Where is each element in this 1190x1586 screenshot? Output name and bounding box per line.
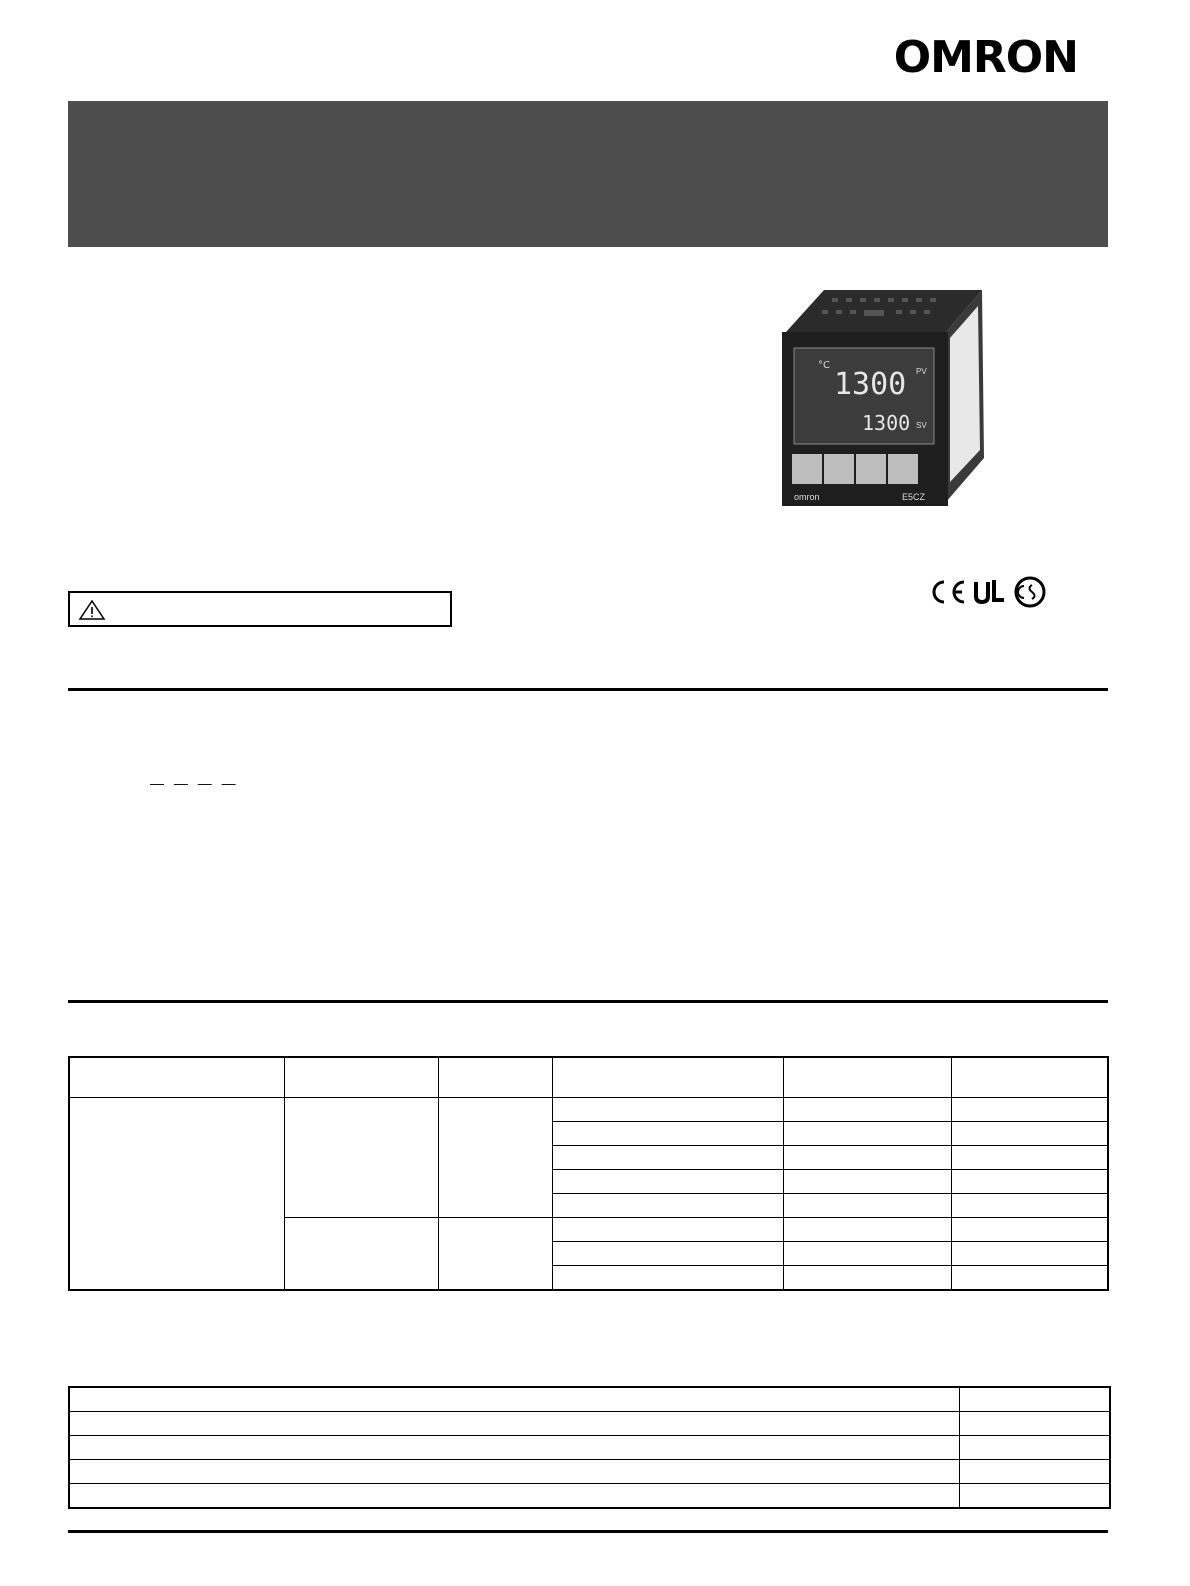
model-table — [68, 1056, 1109, 1291]
table-cell — [959, 1412, 1110, 1436]
table-cell — [959, 1436, 1110, 1460]
table-cell — [951, 1266, 1108, 1291]
sv-display: 1300 — [862, 411, 911, 435]
table-cell — [552, 1266, 784, 1291]
table-cell — [959, 1387, 1110, 1412]
table-cell — [69, 1098, 285, 1291]
table-cell — [69, 1484, 959, 1509]
certification-marks — [928, 574, 1058, 610]
table-header-cell — [951, 1057, 1108, 1098]
csa-mark-icon — [1016, 578, 1044, 606]
table-cell — [552, 1098, 784, 1122]
table-header-cell — [438, 1057, 552, 1098]
table-cell — [285, 1218, 439, 1291]
mode-key — [792, 454, 822, 484]
table-cell — [951, 1146, 1108, 1170]
table-cell — [784, 1266, 952, 1291]
unit-label: °C — [818, 360, 830, 371]
table-cell — [951, 1170, 1108, 1194]
table-cell — [784, 1146, 952, 1170]
section-rule-1 — [68, 688, 1108, 691]
table-cell — [784, 1122, 952, 1146]
table-header-cell — [552, 1057, 784, 1098]
table-cell — [552, 1146, 784, 1170]
table-cell — [784, 1098, 952, 1122]
table-header-cell — [784, 1057, 952, 1098]
table-cell — [784, 1194, 952, 1218]
section-rule-2 — [68, 1000, 1108, 1003]
table-cell — [69, 1460, 959, 1484]
table-cell — [951, 1098, 1108, 1122]
table-header-row — [69, 1057, 1108, 1098]
table-cell — [69, 1412, 959, 1436]
table-cell — [951, 1122, 1108, 1146]
pv-label: PV — [916, 367, 927, 376]
table-cell — [552, 1242, 784, 1266]
table-cell — [552, 1170, 784, 1194]
table-cell — [552, 1218, 784, 1242]
table-cell — [951, 1218, 1108, 1242]
table-cell — [69, 1387, 959, 1412]
table-cell — [959, 1484, 1110, 1509]
table-row — [69, 1460, 1110, 1484]
table-cell — [438, 1098, 552, 1218]
footer-rule — [68, 1530, 1108, 1533]
table-header-cell — [285, 1057, 439, 1098]
table-row — [69, 1412, 1110, 1436]
table-row — [69, 1484, 1110, 1509]
omron-logo: OMRON — [893, 32, 1078, 83]
sv-label: SV — [916, 421, 927, 430]
front-model: E5CZ — [902, 492, 926, 502]
table-cell — [552, 1194, 784, 1218]
table-row — [69, 1098, 1108, 1122]
warning-box — [68, 591, 452, 627]
title-banner — [68, 101, 1108, 247]
pv-display: 1300 — [834, 367, 907, 402]
table-row — [69, 1387, 1110, 1412]
table-cell — [784, 1218, 952, 1242]
table-cell — [69, 1436, 959, 1460]
table-cell — [285, 1098, 439, 1218]
table-header-cell — [69, 1057, 285, 1098]
table-cell — [951, 1242, 1108, 1266]
warning-triangle-icon — [78, 599, 106, 621]
table-row — [69, 1436, 1110, 1460]
table-cell — [784, 1242, 952, 1266]
table-cell — [438, 1218, 552, 1291]
level-key — [824, 454, 854, 484]
table-cell — [784, 1170, 952, 1194]
ul-mark-icon — [976, 580, 1004, 602]
table-cell — [552, 1122, 784, 1146]
table-cell — [959, 1460, 1110, 1484]
down-key — [856, 454, 886, 484]
up-key — [888, 454, 918, 484]
ce-mark-icon — [934, 582, 964, 602]
product-photo — [772, 282, 998, 520]
accessories-table — [68, 1386, 1111, 1509]
table-cell — [951, 1194, 1108, 1218]
front-brand: omron — [794, 492, 820, 502]
model-code-dashes: — — — — — [150, 775, 239, 791]
